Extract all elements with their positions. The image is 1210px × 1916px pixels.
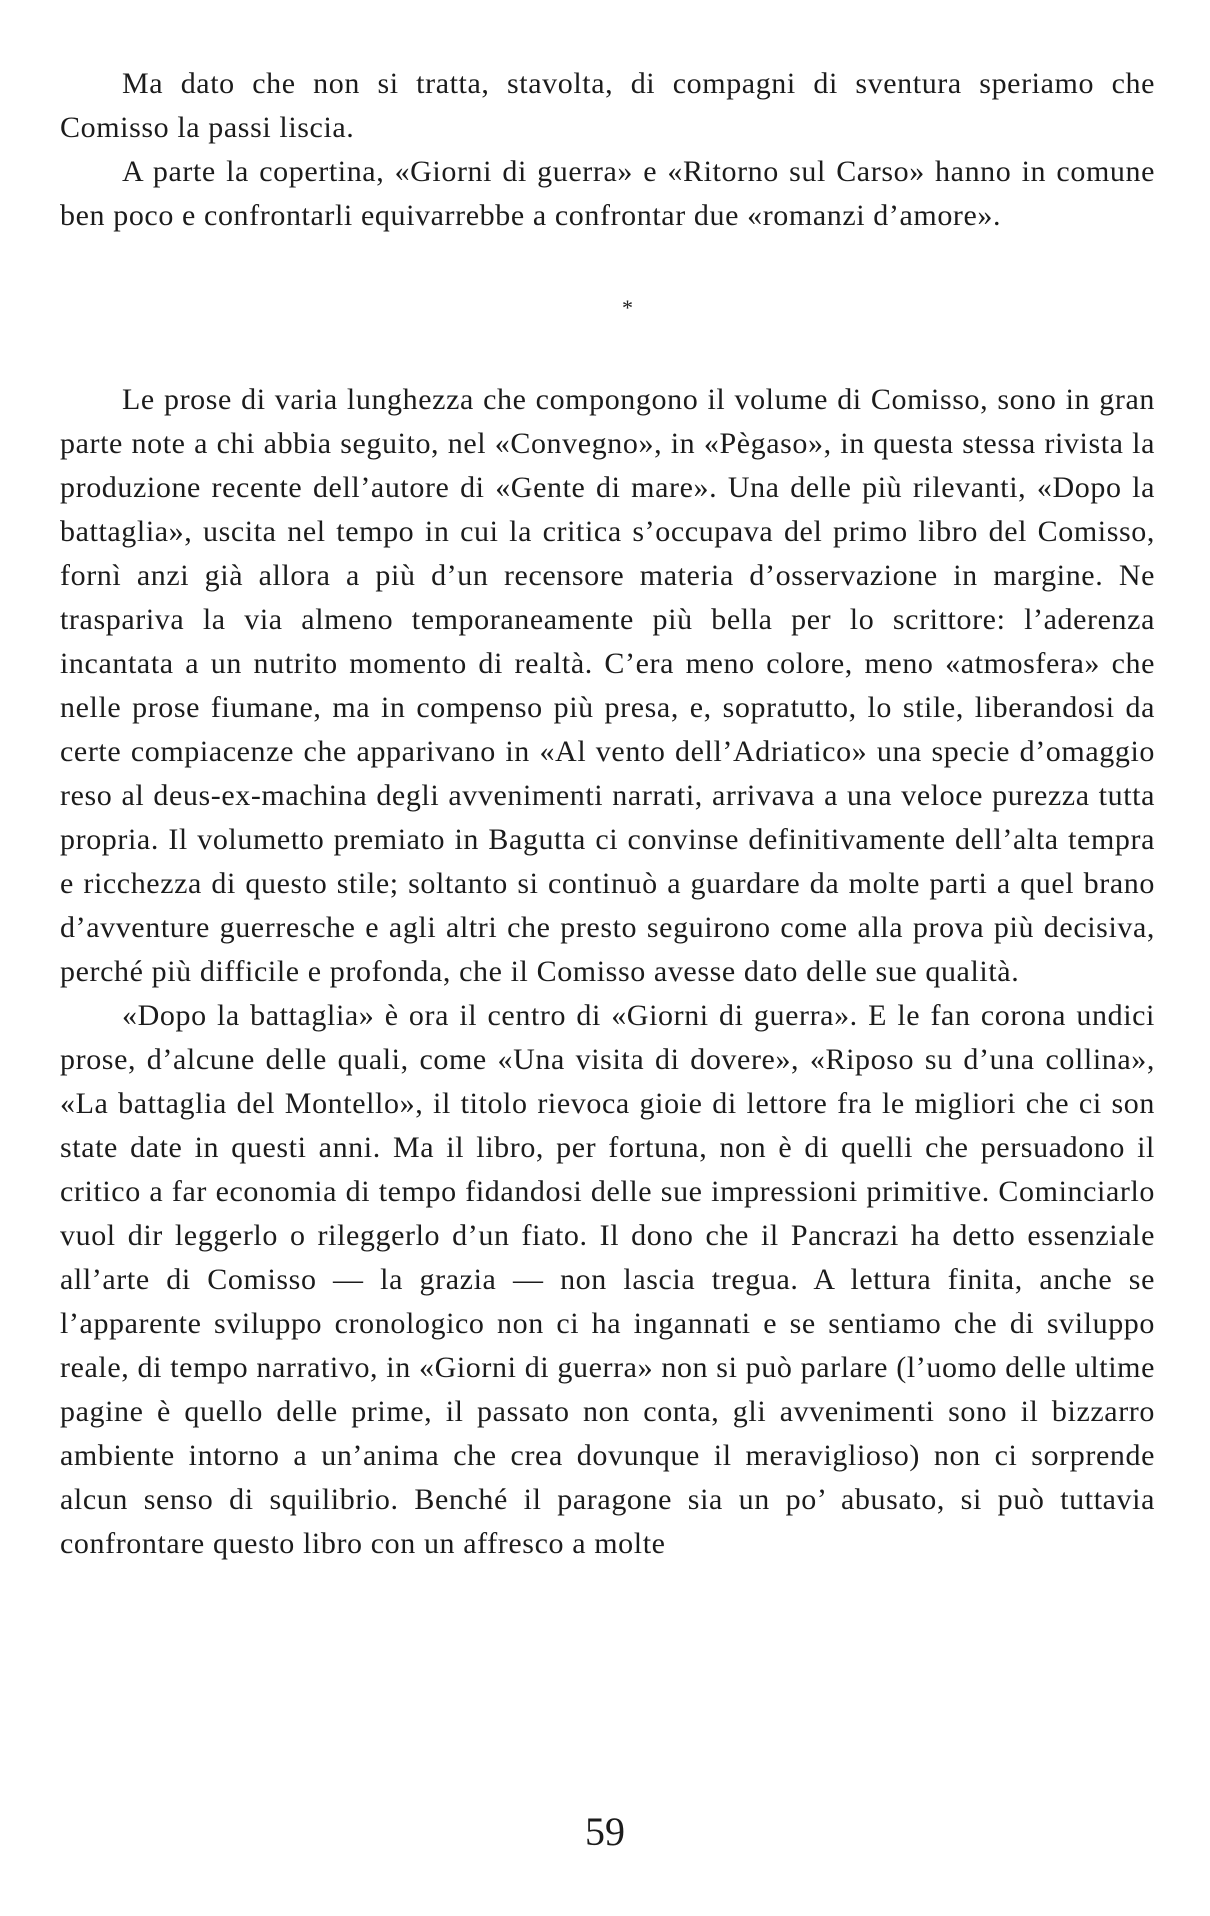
page-number: 59 — [585, 1809, 625, 1854]
page-body — [60, 62, 1155, 1566]
paragraph-1: Ma dato che non si tratta, stavolta, di compagni di sventura speriamo che Comisso la passi liscia. — [60, 67, 1155, 144]
paragraph-4: «Dopo la battaglia» è ora il centro di «Giorni di guerra». E le fan corona undici prose, d’alcune delle quali, come «Una visita di dovere», «Riposo su d’una collina», «La battaglia del Montello», il titolo rievoca gioie di lettore fra le migliori che ci son state date in questi anni. Ma il libro, per fortuna, non è di quelli che persuadono il critico a far economia di tempo fidandosi delle sue impressioni primitive. Cominciarlo vuol dir leggerlo o rileggerlo d’un fiato. Il dono che il Pancrazi ha detto essenziale all’arte di Comisso — la grazia — non lascia tregua. A lettura finita, anche se l’apparente sviluppo cronologico non ci ha ingannati e se sentiamo che di sviluppo reale, di tempo narrativo, in «Giorni di guerra» non si può parlare (l’uomo delle ultime pagine è quello delle prime, il passato non conta, gli avvenimenti sono il bizzarro ambiente intorno a un’anima che crea dovunque il meraviglioso) non ci sorprende alcun senso di squilibrio. Benché il paragone sia un po’ abusato, si può tuttavia confrontare questo libro con un affresco a molte — [60, 999, 1155, 1560]
paragraph-2: A parte la copertina, «Giorni di guerra» e «Ritorno sul Carso» hanno in comune ben poco e confrontarli equivarrebbe a confrontar due «romanzi d’amore». — [60, 155, 1155, 232]
section-separator: * — [622, 295, 633, 320]
paragraph-3: Le prose di varia lunghezza che compongono il volume di Comisso, sono in gran parte note a chi abbia seguito, nel «Convegno», in «Pègaso», in questa stessa rivista la produzione recente dell’autore di «Gente di mare». Una delle più rilevanti, «Dopo la battaglia», uscita nel tempo in cui la critica s’occupava del primo libro del Comisso, fornì anzi già allora a più d’un recensore materia d’osservazione in margine. Ne traspariva la via almeno temporaneamente più bella per lo scrittore: l’aderenza incantata a un nutrito momento di realtà. C’era meno colore, meno «atmosfera» che nelle prose fiumane, ma in compenso più presa, e, sopratutto, lo stile, liberandosi da certe compiacenze che apparivano in «Al vento dell’Adriatico» una specie d’omaggio reso al deus-ex-machina degli avvenimenti narrati, arrivava a una veloce purezza tutta propria. Il volumetto premiato in Bagutta ci convinse definitivamente dell’alta tempra e ricchezza di questo stile; soltanto si continuò a guardare da molte parti a quel brano d’avventure guerresche e agli altri che presto seguirono come alla prova più decisiva, perché più difficile e profonda, che il Comisso avesse dato delle sue qualità. — [60, 383, 1155, 988]
